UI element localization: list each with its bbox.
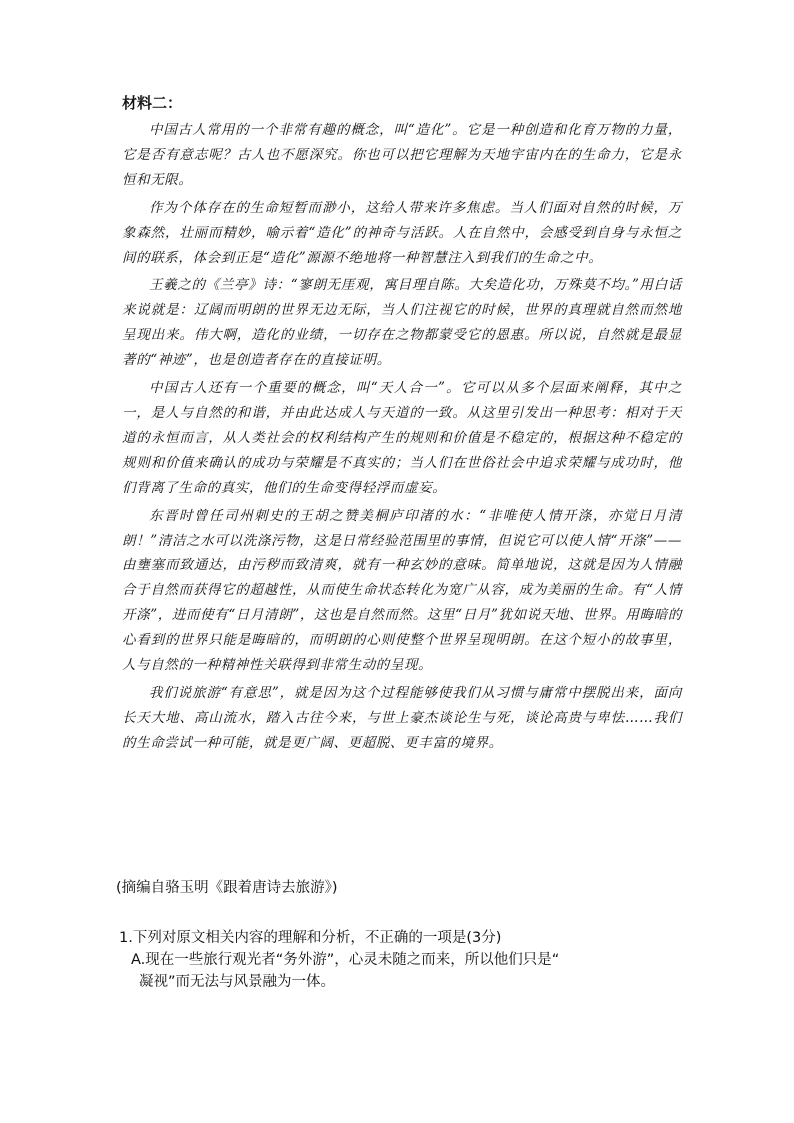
source-citation: (摘编自骆玉明《跟着唐诗去旅游》) bbox=[116, 880, 338, 896]
question-stem: 1.下列对原文相关内容的理解和分析，不正确的一项是(3分) bbox=[119, 930, 502, 946]
material-heading: 材料二： bbox=[122, 94, 183, 112]
passage-paragraph-5: 东晋时曾任司州刺史的王胡之赞美桐庐印渚的水：“非唯使人情开涤，亦觉日月清朗！”清洁之水可以洗涤污物，这是日常经验范围里的事情，但说它可以使人情“开涤”——由壅塞而致通达，由污秽而致清爽，就有一种玄妙的意味。简单地说，这就是因为人情融合于自然而获得它的超越性，从而使生命状态转化为宽广从容，成为美丽的生命。有“人情开涤”，进而使有“日月清朗”，这也是自然而然。这里“日月”犹如说天地、世界。用晦暗的心看到的世界只能是晦暗的，而明朗的心则使整个世界呈现明朗。在这个短小的故事里，人与自然的一种精神性关联得到非常生动的呈现。 bbox=[122, 507, 682, 674]
passage-paragraph-4: 中国古人还有一个重要的概念，叫“天人合一”。它可以从多个层面来阐释，其中之一，是人与自然的和谐，并由此达成人与天道的一致。从这里引发出一种思考：相对于天道的永恒而言，从人类社会的权利结构产生的规则和价值是不稳定的，根据这种不稳定的规则和价值来确认的成功与荣耀是不真实的；当人们在世俗社会中追求荣耀与成功时，他们背离了生命的真实，他们的生命变得轻浮而虚妄。 bbox=[122, 380, 682, 496]
passage-paragraph-6: 我们说旅游“有意思”，就是因为这个过程能够使我们从习惯与庸常中摆脱出来，面向长天大地、高山流水，踏入古往今来，与世上豪杰谈论生与死，谈论高贵与卑怯……我们的生命尝试一种可能，就是更广阔、更超脱、更丰富的境界。 bbox=[122, 684, 682, 751]
option-a: A.现在一些旅行观光者“务外游”，心灵未随之而来，所以他们只是“ bbox=[131, 952, 560, 968]
passage-paragraph-1: 中国古人常用的一个非常有趣的概念，叫“造化”。它是一种创造和化育万物的力量，它是否有意志呢？古人也不愿深究。你也可以把它理解为天地宇宙内在的生命力，它是永恒和无限。 bbox=[122, 122, 682, 188]
option-a-continuation: 凝视”而无法与风景融为一体。 bbox=[139, 974, 336, 990]
passage-body bbox=[122, 118, 682, 759]
passage-paragraph-2: 作为个体存在的生命短暂而渺小，这给人带来许多焦虑。当人们面对自然的时候，万象森然，壮丽而精妙，喻示着“造化”的神奇与活跃。人在自然中，会感受到自身与永恒之间的联系，体会到正是“造化”源源不绝地将一种智慧注入到我们的生命之中。 bbox=[122, 199, 682, 266]
question-1 bbox=[119, 927, 679, 993]
passage-paragraph-3: 王羲之的《兰亭》诗：“寥朗无厓观，寓目理自陈。大矣造化功，万殊莫不均。”用白话来说就是：辽阔而明朗的世界无边无际，当人们注视它的时候，世界的真理就自然而然地呈现出来。伟大啊，造化的业绩，一切存在之物都蒙受它的恩惠。所以说，自然就是最显著的“神迹”，也是创造者存在的直接证明。 bbox=[122, 277, 682, 369]
